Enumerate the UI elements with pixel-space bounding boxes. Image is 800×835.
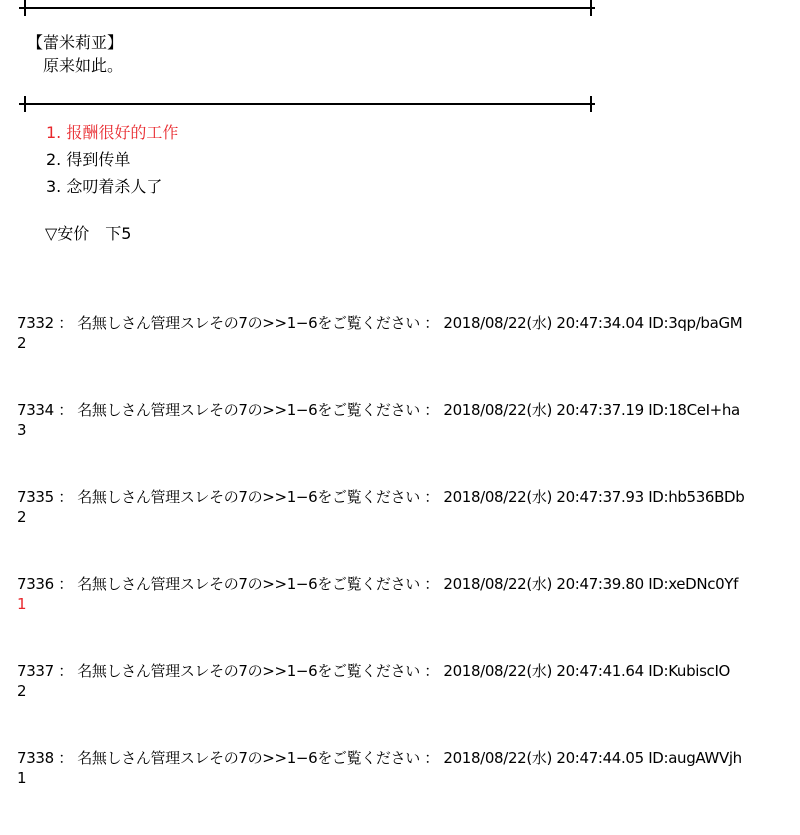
post-time: 20:47:41.64 (556, 662, 644, 680)
post-id: ID:18CeI+ha (648, 401, 740, 419)
choice-item-2: 2. 得到传单 (46, 150, 131, 169)
post-date: 2018/08/22(水) (443, 662, 552, 680)
speech-text: 原来如此。 (43, 56, 124, 75)
post-time: 20:47:37.93 (556, 488, 644, 506)
post-author: 名無しさん管理スレその7の>>1−6をご覧ください (77, 662, 420, 680)
post-id: ID:augAWVjh (648, 749, 742, 767)
post-number: 7334 (17, 401, 54, 419)
post-header: 7334 ： 名無しさん管理スレその7の>>1−6をご覧ください ： 2018/08/22(水) 20:47:37.19 ID:18CeI+ha (17, 401, 740, 419)
post-time: 20:47:34.04 (556, 314, 644, 332)
post-body: 2 (17, 508, 27, 526)
post-time: 20:47:44.05 (556, 749, 644, 767)
post-id: ID:xeDNc0Yf (648, 575, 739, 593)
post-body: 3 (17, 421, 27, 439)
post-header: 7332 ： 名無しさん管理スレその7の>>1−6をご覧ください ： 2018/08/22(水) 20:47:34.04 ID:3qp/baGM (17, 314, 743, 332)
speaker-name: 【蕾米莉亚】 (27, 33, 124, 52)
post-time: 20:47:37.19 (556, 401, 644, 419)
post-body: 1 (17, 595, 27, 613)
post-number: 7336 (17, 575, 54, 593)
post-id: ID:3qp/baGM (648, 314, 743, 332)
post-author: 名無しさん管理スレその7の>>1−6をご覧ください (77, 488, 420, 506)
post-header: 7336 ： 名無しさん管理スレその7の>>1−6をご覧ください ： 2018/08/22(水) 20:47:39.80 ID:xeDNc0Yf (17, 575, 739, 593)
post-id: ID:hb536BDb (648, 488, 745, 506)
divider-middle (19, 96, 595, 112)
post-header: 7338 ： 名無しさん管理スレその7の>>1−6をご覧ください ： 2018/08/22(水) 20:47:44.05 ID:augAWVjh (17, 749, 742, 767)
post-item (17, 661, 800, 748)
post-author: 名無しさん管理スレその7の>>1−6をご覧ください (77, 575, 420, 593)
post-number: 7337 (17, 662, 54, 680)
post-item (17, 574, 800, 661)
post-id: ID:KubiscIO (648, 662, 730, 680)
post-header: 7335 ： 名無しさん管理スレその7の>>1−6をご覧ください ： 2018/08/22(水) 20:47:37.93 ID:hb536BDb (17, 488, 745, 506)
choice-list (46, 122, 178, 203)
post-body: 1 (17, 769, 27, 787)
post-body: 2 (17, 682, 27, 700)
post-number: 7335 (17, 488, 54, 506)
post-list (17, 313, 800, 835)
post-date: 2018/08/22(水) (443, 314, 552, 332)
post-time: 20:47:39.80 (556, 575, 644, 593)
post-author: 名無しさん管理スレその7の>>1−6をご覧ください (77, 314, 420, 332)
post-item (17, 400, 800, 487)
post-date: 2018/08/22(水) (443, 575, 552, 593)
post-number: 7338 (17, 749, 54, 767)
post-header: 7337 ： 名無しさん管理スレその7の>>1−6をご覧ください ： 2018/08/22(水) 20:47:41.64 ID:KubiscIO (17, 662, 730, 680)
anchor-vote-prompt: ▽安价 下5 (45, 224, 132, 243)
post-date: 2018/08/22(水) (443, 488, 552, 506)
post-date: 2018/08/22(水) (443, 401, 552, 419)
post-author: 名無しさん管理スレその7の>>1−6をご覧ください (77, 401, 420, 419)
post-item (17, 748, 800, 835)
post-author: 名無しさん管理スレその7の>>1−6をご覧ください (77, 749, 420, 767)
choice-item-3: 3. 念叨着杀人了 (46, 177, 163, 196)
divider-top (19, 0, 595, 16)
post-item (17, 313, 800, 400)
post-item (17, 487, 800, 574)
post-date: 2018/08/22(水) (443, 749, 552, 767)
choice-item-1: 1. 报酬很好的工作 (46, 123, 179, 142)
post-body: 2 (17, 334, 27, 352)
post-number: 7332 (17, 314, 54, 332)
